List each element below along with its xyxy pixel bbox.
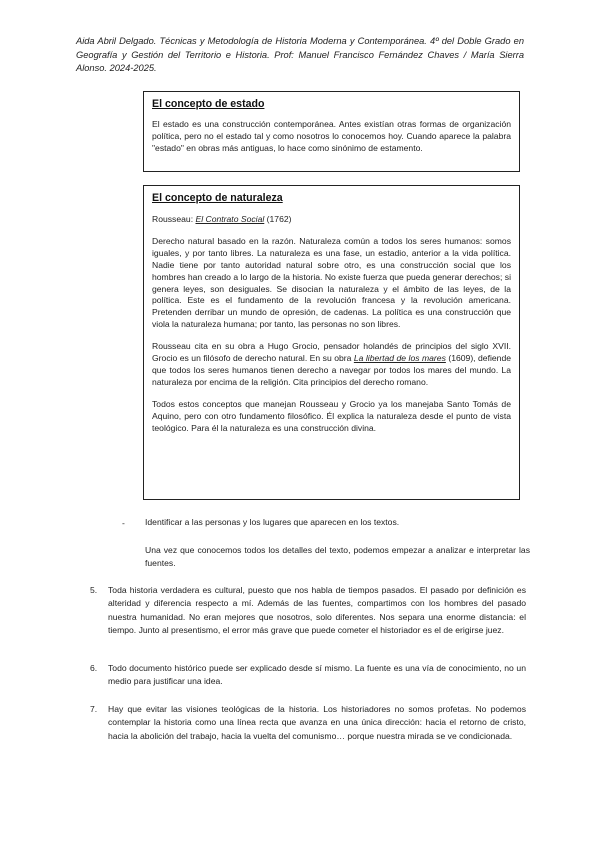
bullet-follow-text: Una vez que conocemos todos los detalles del texto, podemos empezar a analizar e interpretar las fuentes. — [145, 545, 530, 568]
page-header: Aida Abril Delgado. Técnicas y Metodología de Historia Moderna y Contemporánea. 4º del Doble Grado en Geografía y Gestión del Territorio e Historia. Prof: Manuel Francisco Fernández Chaves / María Sierra Alonso. 2024-2025. — [76, 36, 524, 74]
naturaleza-paragraph-3: Todos estos conceptos que manejan Rousseau y Grocio ya los manejaba Santo Tomás de Aquino, pero con otro fundamento filosófico. Él explica la naturaleza desde el punto de vista teológico. Para él la naturaleza es una construcción divina. — [152, 398, 511, 433]
estado-title: El concepto de estado — [152, 98, 265, 110]
naturaleza-paragraph-2 — [152, 341, 511, 389]
list-item-text: Hay que evitar las visiones teológicas de la historia. Los historiadores no somos profetas. No podemos contemplar la historia como una línea recta que avanza en una única dirección: hacia el retorno de cristo, hacia la abolición del trabajo, hacia la vuelta del comunismo… porque nuestra mirada se ve condicionada. — [108, 704, 526, 741]
source-work-title: El Contrato Social — [195, 214, 265, 224]
naturaleza-box — [143, 185, 520, 500]
naturaleza-title: El concepto de naturaleza — [152, 192, 283, 204]
bullet-marker: - — [122, 518, 125, 528]
source-year: (1762) — [264, 214, 292, 224]
item-number: 7. — [90, 704, 98, 714]
para2-text-b: (1609), defiende que todos los seres humanos tienen derecho a navegar por todos los mares del mundo. La naturaleza por encima de la religión. Cita principios del derecho romano. — [152, 353, 511, 387]
source-prefix: Rousseau: — [152, 214, 196, 224]
list-item-text: Todo documento histórico puede ser explicado desde sí mismo. La fuente es una vía de conocimiento, no un medio para justificar una idea. — [108, 663, 526, 687]
list-item-text: Toda historia verdadera es cultural, puesto que nos habla de tiempos pasados. El pasado por definición es alteridad y diferencia respecto a mí. Además de las fuentes, compartimos con los hombres del pasado nuestra humanidad. No eran mejores que nosotros, solo diferentes. Nos separa una enorme distancia: el tiempo. Junto al presentismo, el error más grave que puede cometer el historiador es el de erigirse juez. — [108, 585, 526, 635]
estado-box — [143, 91, 520, 172]
naturaleza-source — [152, 214, 511, 226]
para2-text-a: Rousseau cita en su obra a Hugo Grocio, pensador holandés de principios del siglo XVII. Grocio es un filósofo de derecho natural. En su obra — [152, 341, 511, 364]
para2-work-title: La libertad de los mares — [353, 353, 446, 364]
item-number: 6. — [90, 663, 98, 673]
item-number: 5. — [90, 585, 98, 595]
estado-text: El estado es una construcción contemporánea. Antes existían otras formas de organización política, pero no el estado tal y como nosotros lo conocemos hoy. Cuando aparece la palabra "estado" en obras más antiguas, lo hace como sinónimo de estamento. — [152, 119, 511, 153]
naturaleza-paragraph-1: Derecho natural basado en la razón. Naturaleza común a todos los seres humanos: somos iguales, y por tanto libres. La naturaleza es una fase, un estadio, anterior a la vida política. Nadie tiene por tanto autoridad natural sobre otro, es una construcción social que los hombres han creado a lo largo de la historia. No existe fuerza que pueda generar derechos; si genera leyes, son desiguales. Se disocian la naturaleza y el ámbito de las leyes, de la política. Este es el fundamento de la revolución francesa y la revolución americana. Pretenden derribar un mundo de opresión, de cadenas. La política es una construcción que viola la naturaleza humana; por tanto, las personas no son libres. — [152, 235, 511, 330]
bullet-text: Identificar a las personas y los lugares que aparecen en los textos. — [145, 517, 400, 527]
